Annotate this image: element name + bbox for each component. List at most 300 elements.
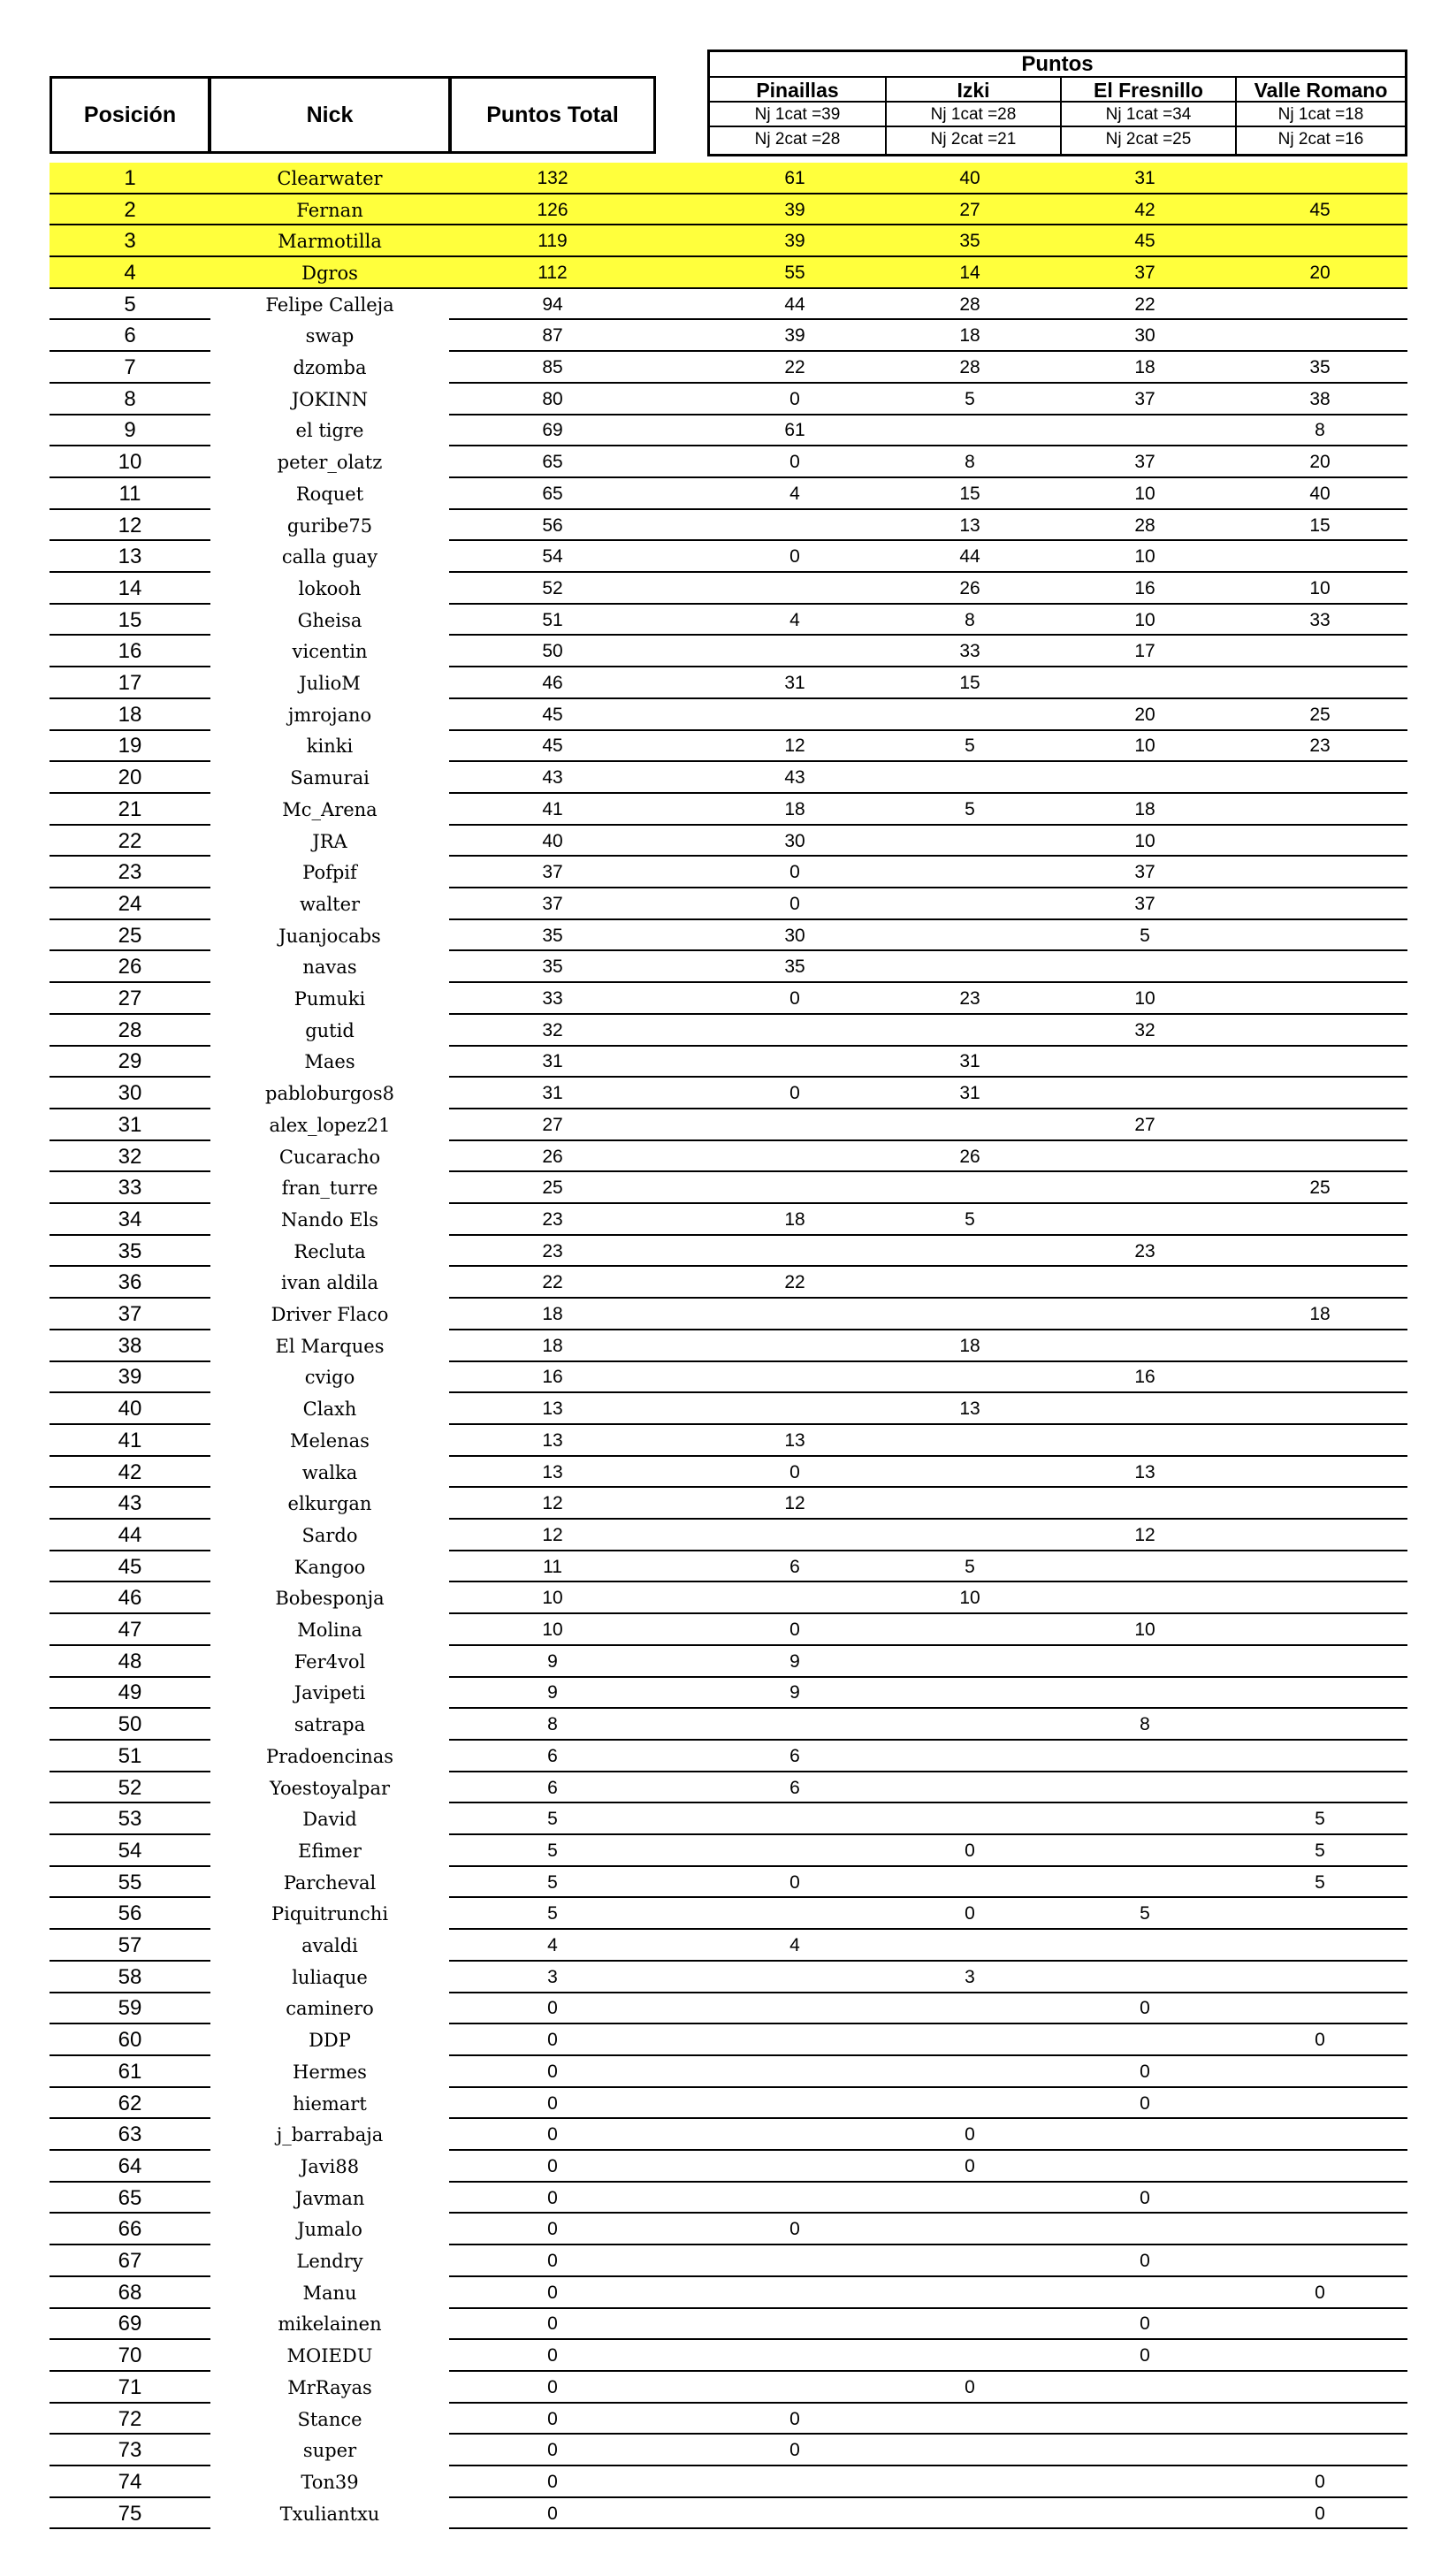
row-puntos-total: 65 (542, 452, 563, 473)
row-pinaillas: 0 (789, 1083, 800, 1104)
row-nick: Bobesponja (275, 1588, 385, 1610)
row-izki (882, 1709, 1057, 1741)
row-nick: calla guay (281, 546, 378, 568)
row-izki: 13 (959, 1399, 980, 1420)
row-el-fresnillo: 13 (1134, 1461, 1155, 1482)
row-valle-romano (1232, 794, 1407, 826)
table-row (0, 1299, 1449, 1330)
row-puntos-total: 0 (547, 1998, 558, 2019)
table-row (0, 1109, 1449, 1141)
row-puntos-total: 12 (542, 1493, 563, 1514)
row-nick: caminero (286, 1998, 374, 2020)
row-izki: 33 (959, 641, 980, 662)
table-row (0, 1047, 1449, 1078)
row-pinaillas (707, 1899, 882, 1931)
row-izki (882, 1803, 1057, 1835)
row-posicion: 55 (118, 1870, 142, 1894)
row-nick: elkurgan (287, 1493, 372, 1515)
row-izki: 5 (965, 1208, 975, 1230)
row-posicion: 61 (118, 2059, 142, 2084)
row-valle-romano (1232, 1393, 1407, 1425)
row-nick: Samurai (290, 767, 370, 789)
row-nick: Piquitrunchi (271, 1903, 389, 1925)
row-nick: Melenas (290, 1429, 370, 1452)
row-posicion: 74 (118, 2469, 142, 2494)
row-el-fresnillo (1057, 1393, 1232, 1425)
row-valle-romano (1232, 1678, 1407, 1710)
row-nick: El Marques (275, 1335, 385, 1357)
row-el-fresnillo (1057, 762, 1232, 794)
row-el-fresnillo (1057, 1835, 1232, 1867)
row-valle-romano: 20 (1309, 262, 1331, 283)
row-pinaillas: 18 (784, 798, 805, 819)
row-puntos-total: 0 (547, 2345, 558, 2366)
row-el-fresnillo: 37 (1134, 388, 1155, 409)
row-pinaillas: 44 (784, 293, 805, 315)
row-valle-romano (1232, 1930, 1407, 1962)
table-row (0, 446, 1449, 478)
row-posicion: 26 (118, 955, 142, 979)
row-el-fresnillo: 0 (1140, 2345, 1150, 2366)
row-nick: Fernan (296, 199, 363, 221)
row-posicion: 21 (118, 796, 142, 821)
row-el-fresnillo (1057, 1425, 1232, 1457)
row-puntos-total: 50 (542, 641, 563, 662)
row-valle-romano (1232, 2214, 1407, 2246)
row-el-fresnillo: 5 (1140, 1903, 1150, 1924)
row-divider (449, 2527, 1407, 2529)
row-posicion: 10 (118, 450, 142, 475)
row-posicion: 39 (118, 1365, 142, 1390)
row-valle-romano (1232, 1078, 1407, 1109)
row-puntos-total: 132 (537, 167, 568, 188)
row-puntos-total: 0 (547, 2408, 558, 2429)
row-pinaillas: 61 (784, 167, 805, 188)
row-posicion: 22 (118, 828, 142, 853)
row-el-fresnillo: 16 (1134, 577, 1155, 598)
row-valle-romano: 18 (1309, 1304, 1331, 1325)
row-nick: Efimer (298, 1840, 362, 1862)
row-pinaillas: 0 (789, 1871, 800, 1893)
row-el-fresnillo (1057, 2404, 1232, 2435)
row-nick: Roquet (295, 483, 364, 505)
table-row (0, 1551, 1449, 1583)
table-row (0, 2466, 1449, 2498)
row-el-fresnillo (1057, 1204, 1232, 1236)
row-nick: Marmotilla (278, 231, 382, 253)
header-puntos-total (449, 76, 656, 154)
row-izki (882, 1236, 1057, 1268)
row-el-fresnillo (1057, 415, 1232, 447)
table-row (0, 1362, 1449, 1394)
row-pinaillas: 0 (789, 2408, 800, 2429)
row-el-fresnillo: 0 (1140, 2187, 1150, 2208)
row-valle-romano: 35 (1309, 357, 1331, 378)
row-puntos-total: 8 (547, 1714, 558, 1735)
row-posicion: 65 (118, 2185, 142, 2210)
header-nick-label: Nick (306, 102, 354, 127)
table-row (0, 699, 1449, 731)
table-row (0, 731, 1449, 763)
row-puntos-total: 0 (547, 2030, 558, 2051)
venue-nj-2cat: Nj 2cat =16 (1277, 130, 1364, 149)
row-pinaillas: 55 (784, 262, 805, 283)
venue-nj-2cat: Nj 2cat =28 (754, 130, 841, 149)
row-el-fresnillo (1057, 2151, 1232, 2183)
row-izki (882, 1299, 1057, 1330)
row-el-fresnillo: 0 (1140, 2251, 1150, 2272)
row-valle-romano (1232, 1646, 1407, 1678)
header-nick (209, 76, 451, 154)
table-row (0, 1583, 1449, 1615)
row-el-fresnillo: 10 (1134, 1620, 1155, 1641)
row-valle-romano: 0 (1315, 2503, 1325, 2524)
row-el-fresnillo (1057, 1078, 1232, 1109)
row-puntos-total: 94 (542, 293, 563, 315)
table-row (0, 2435, 1449, 2466)
venue-nj-2cat: Nj 2cat =21 (930, 130, 1017, 149)
row-izki (882, 762, 1057, 794)
row-posicion: 70 (118, 2344, 142, 2368)
row-posicion: 52 (118, 1775, 142, 1800)
row-izki (882, 2277, 1057, 2309)
row-nick: alex_lopez21 (269, 1114, 391, 1136)
row-el-fresnillo (1057, 1330, 1232, 1362)
table-row (0, 1488, 1449, 1520)
row-pinaillas (707, 699, 882, 731)
row-nick: luliaque (292, 1966, 368, 1988)
table-row (0, 952, 1449, 984)
row-posicion: 9 (124, 418, 136, 443)
row-pinaillas (707, 1172, 882, 1204)
table-row (0, 225, 1449, 257)
table-row (0, 2119, 1449, 2151)
row-nick: MrRayas (287, 2376, 372, 2398)
row-valle-romano (1232, 1488, 1407, 1520)
row-posicion: 54 (118, 1838, 142, 1863)
row-nick: walter (299, 893, 361, 915)
row-pinaillas (707, 1362, 882, 1394)
row-nick: lokooh (298, 577, 362, 599)
row-valle-romano (1232, 1425, 1407, 1457)
table-row (0, 1141, 1449, 1173)
row-el-fresnillo (1057, 1268, 1232, 1299)
row-puntos-total: 37 (542, 862, 563, 883)
row-pinaillas (707, 1709, 882, 1741)
venue-nj-1cat: Nj 1cat =28 (887, 103, 1060, 127)
row-nick: Maes (304, 1051, 355, 1073)
row-valle-romano (1232, 952, 1407, 984)
row-izki (882, 2024, 1057, 2056)
header-puntos-group (707, 50, 1407, 156)
row-el-fresnillo (1057, 2024, 1232, 2056)
row-izki: 5 (965, 735, 975, 757)
table-row (0, 1172, 1449, 1204)
row-valle-romano (1232, 1141, 1407, 1173)
row-pinaillas: 0 (789, 1620, 800, 1641)
row-puntos-total: 13 (542, 1461, 563, 1482)
row-posicion: 13 (118, 545, 142, 569)
table-row (0, 1078, 1449, 1109)
row-nick: JRA (312, 830, 347, 852)
row-izki (882, 2245, 1057, 2277)
row-puntos-total: 10 (542, 1620, 563, 1641)
row-posicion: 57 (118, 1933, 142, 1958)
venue-name: El Fresnillo (1062, 78, 1235, 103)
row-izki (882, 1993, 1057, 2025)
venue-header-valle-romano (1235, 78, 1405, 154)
row-puntos-total: 0 (547, 2219, 558, 2240)
table-row (0, 194, 1449, 226)
table-row (0, 1646, 1449, 1678)
row-pinaillas (707, 2372, 882, 2404)
row-valle-romano: 0 (1315, 2282, 1325, 2303)
table-row (0, 667, 1449, 699)
row-puntos-total: 31 (542, 1083, 563, 1104)
row-pinaillas (707, 2498, 882, 2530)
row-posicion: 31 (118, 1112, 142, 1137)
row-pinaillas (707, 2183, 882, 2214)
row-pinaillas (707, 1047, 882, 1078)
row-nick: Hermes (293, 2061, 367, 2083)
row-izki (882, 1268, 1057, 1299)
row-puntos-total: 52 (542, 577, 563, 598)
row-valle-romano (1232, 2151, 1407, 2183)
row-el-fresnillo (1057, 952, 1232, 984)
row-pinaillas (707, 1299, 882, 1330)
table-row (0, 1236, 1449, 1268)
row-puntos-total: 51 (542, 609, 563, 630)
row-pinaillas: 6 (789, 1745, 800, 1766)
row-posicion: 27 (118, 987, 142, 1011)
row-nick: el tigre (295, 420, 364, 442)
row-posicion: 72 (118, 2406, 142, 2431)
row-izki (882, 2404, 1057, 2435)
row-izki: 35 (959, 231, 980, 252)
row-posicion: 8 (124, 386, 136, 411)
row-puntos-total: 46 (542, 673, 563, 694)
table-row (0, 1425, 1449, 1457)
table-row (0, 826, 1449, 857)
row-pinaillas (707, 1993, 882, 2025)
row-puntos-total: 0 (547, 2251, 558, 2272)
row-nick: guribe75 (286, 514, 373, 537)
row-pinaillas: 4 (789, 483, 800, 504)
row-el-fresnillo: 0 (1140, 1998, 1150, 2019)
row-puntos-total: 0 (547, 2471, 558, 2492)
row-el-fresnillo: 45 (1134, 231, 1155, 252)
row-izki: 23 (959, 988, 980, 1010)
row-valle-romano (1232, 1962, 1407, 1993)
row-izki: 3 (965, 1966, 975, 1987)
row-valle-romano (1232, 1520, 1407, 1551)
row-nick: cvigo (304, 1367, 355, 1389)
row-posicion: 16 (118, 639, 142, 664)
row-valle-romano (1232, 1993, 1407, 2025)
row-pinaillas: 4 (789, 609, 800, 630)
row-posicion: 43 (118, 1491, 142, 1516)
row-nick: Dgros (301, 262, 358, 284)
row-izki: 0 (965, 1903, 975, 1924)
table-row (0, 1015, 1449, 1047)
row-puntos-total: 13 (542, 1429, 563, 1451)
row-valle-romano: 23 (1309, 735, 1331, 757)
row-puntos-total: 0 (547, 2440, 558, 2461)
row-izki: 44 (959, 546, 980, 568)
row-izki (882, 1741, 1057, 1772)
row-el-fresnillo (1057, 1047, 1232, 1078)
table-row (0, 289, 1449, 321)
row-pinaillas: 0 (789, 388, 800, 409)
row-valle-romano (1232, 2372, 1407, 2404)
row-valle-romano: 20 (1309, 452, 1331, 473)
row-posicion: 4 (124, 260, 136, 285)
table-row (0, 573, 1449, 605)
row-pinaillas: 12 (784, 735, 805, 757)
row-puntos-total: 9 (547, 1682, 558, 1703)
table-row (0, 2372, 1449, 2404)
row-valle-romano (1232, 983, 1407, 1015)
row-nick: Javman (294, 2187, 365, 2209)
row-pinaillas: 0 (789, 988, 800, 1010)
table-row (0, 605, 1449, 636)
row-nick: kinki (306, 735, 354, 758)
row-valle-romano (1232, 2340, 1407, 2372)
row-el-fresnillo: 30 (1134, 325, 1155, 347)
table-row (0, 983, 1449, 1015)
row-puntos-total: 37 (542, 893, 563, 914)
row-posicion: 5 (124, 292, 136, 316)
table-row (0, 478, 1449, 510)
row-el-fresnillo: 37 (1134, 893, 1155, 914)
row-valle-romano (1232, 1204, 1407, 1236)
row-pinaillas: 22 (784, 1272, 805, 1293)
row-el-fresnillo (1057, 1772, 1232, 1804)
table-row (0, 1520, 1449, 1551)
row-puntos-total: 85 (542, 357, 563, 378)
row-izki (882, 2088, 1057, 2120)
row-pinaillas: 9 (789, 1650, 800, 1672)
row-posicion: 7 (124, 355, 136, 380)
row-posicion: 64 (118, 2153, 142, 2178)
row-puntos-total: 32 (542, 1019, 563, 1040)
row-pinaillas (707, 2466, 882, 2498)
row-puntos-total: 25 (542, 1177, 563, 1199)
table-row (0, 384, 1449, 415)
row-pinaillas (707, 573, 882, 605)
row-nick: Mc_Arena (282, 798, 378, 820)
row-izki (882, 1678, 1057, 1710)
row-el-fresnillo (1057, 1646, 1232, 1678)
row-izki: 40 (959, 167, 980, 188)
row-pinaillas (707, 1583, 882, 1615)
row-valle-romano (1232, 636, 1407, 668)
row-pinaillas (707, 1835, 882, 1867)
row-nick: gutid (305, 1019, 355, 1041)
row-nick: Nando Els (280, 1208, 378, 1231)
row-posicion: 28 (118, 1017, 142, 1042)
row-puntos-total: 69 (542, 420, 563, 441)
row-puntos-total: 0 (547, 2061, 558, 2082)
row-valle-romano (1232, 321, 1407, 353)
row-el-fresnillo: 23 (1134, 1240, 1155, 1261)
table-row (0, 2088, 1449, 2120)
row-posicion: 17 (118, 671, 142, 696)
row-puntos-total: 5 (547, 1871, 558, 1893)
row-valle-romano: 5 (1315, 1871, 1325, 1893)
row-izki (882, 857, 1057, 888)
row-posicion: 18 (118, 702, 142, 727)
row-posicion: 42 (118, 1459, 142, 1484)
row-puntos-total: 0 (547, 2282, 558, 2303)
row-posicion: 3 (124, 229, 136, 254)
row-puntos-total: 43 (542, 767, 563, 789)
row-posicion: 59 (118, 1996, 142, 2021)
row-izki: 31 (959, 1051, 980, 1072)
row-pinaillas (707, 1962, 882, 1993)
row-el-fresnillo (1057, 1299, 1232, 1330)
row-nick: Jumalo (297, 2219, 362, 2241)
row-pinaillas: 22 (784, 357, 805, 378)
row-puntos-total: 18 (542, 1335, 563, 1356)
row-izki: 18 (959, 325, 980, 347)
row-pinaillas: 9 (789, 1682, 800, 1703)
row-valle-romano: 5 (1315, 1809, 1325, 1830)
row-puntos-total: 16 (542, 1367, 563, 1388)
row-puntos-total: 0 (547, 2313, 558, 2335)
row-pinaillas: 18 (784, 1208, 805, 1230)
row-puntos-total: 126 (537, 199, 568, 220)
row-puntos-total: 31 (542, 1051, 563, 1072)
row-valle-romano (1232, 920, 1407, 952)
row-puntos-total: 0 (547, 2187, 558, 2208)
row-nick: navas (302, 956, 357, 979)
row-nick: pabloburgos8 (265, 1083, 394, 1105)
row-puntos-total: 27 (542, 1114, 563, 1135)
row-puntos-total: 5 (547, 1903, 558, 1924)
row-el-fresnillo (1057, 2372, 1232, 2404)
row-valle-romano (1232, 1362, 1407, 1394)
row-pinaillas (707, 636, 882, 668)
row-izki: 13 (959, 514, 980, 536)
row-izki: 18 (959, 1335, 980, 1356)
header-puntos-total-label: Puntos Total (486, 102, 619, 127)
row-izki: 0 (965, 2124, 975, 2145)
row-izki (882, 2466, 1057, 2498)
row-izki: 26 (959, 577, 980, 598)
row-nick: Lendry (296, 2251, 363, 2273)
venue-nj-2cat: Nj 2cat =25 (1105, 130, 1192, 149)
row-el-fresnillo: 5 (1140, 925, 1150, 946)
row-valle-romano (1232, 1583, 1407, 1615)
row-el-fresnillo (1057, 2214, 1232, 2246)
row-posicion: 37 (118, 1302, 142, 1327)
row-el-fresnillo (1057, 1678, 1232, 1710)
row-valle-romano: 0 (1315, 2030, 1325, 2051)
row-el-fresnillo: 42 (1134, 199, 1155, 220)
row-puntos-total: 6 (547, 1777, 558, 1798)
table-row (0, 1709, 1449, 1741)
row-puntos-total: 4 (547, 1935, 558, 1956)
row-el-fresnillo (1057, 1141, 1232, 1173)
row-pinaillas (707, 2309, 882, 2341)
row-nick: Javipeti (294, 1682, 366, 1704)
table-row (0, 321, 1449, 353)
row-valle-romano (1232, 1899, 1407, 1931)
row-nick: jmrojano (287, 704, 372, 726)
table-row (0, 2024, 1449, 2056)
row-nick: hiemart (293, 2092, 367, 2115)
